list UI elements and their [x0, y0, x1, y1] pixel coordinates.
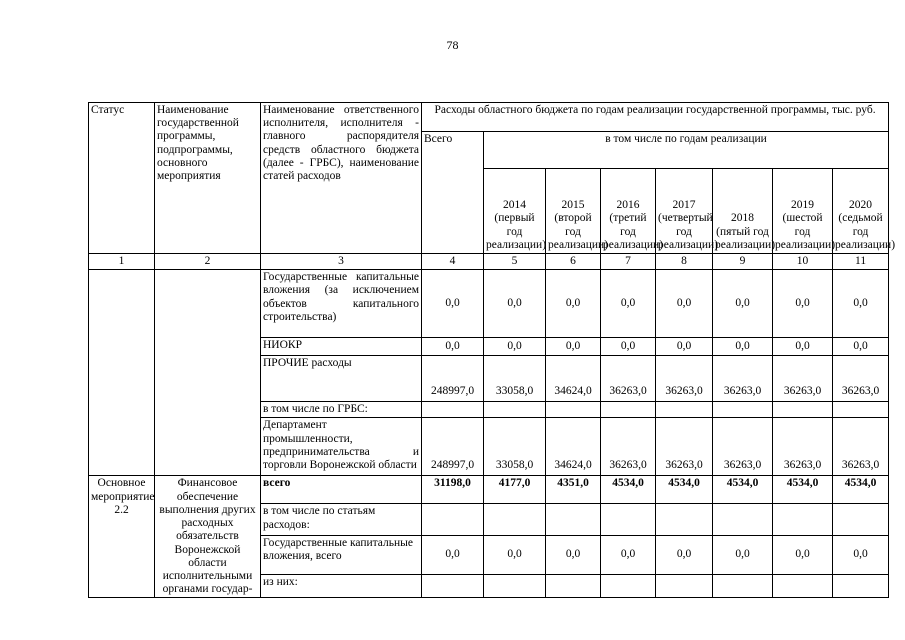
column-number: 5 — [484, 254, 546, 270]
value-2016: 0,0 — [601, 270, 656, 338]
header-row-1 — [89, 103, 889, 132]
value-total: 248997,0 — [422, 356, 484, 402]
value-2015: 34624,0 — [546, 418, 601, 476]
column-number: 11 — [833, 254, 889, 270]
row-label: Государственные капитальные вложения (за исключением объектов капитального строительства) — [261, 270, 422, 338]
row-label: всего — [261, 476, 422, 504]
value-2016: 36263,0 — [601, 418, 656, 476]
value-2020: 36263,0 — [833, 356, 889, 402]
header-expenses-title: Расходы областного бюджета по годам реализации государственной программы, тыс. руб. — [422, 103, 889, 132]
value-2016: 0,0 — [601, 536, 656, 575]
section2-status: Основное мероприятие 2.2 — [89, 476, 155, 598]
value-2017: 4534,0 — [656, 476, 713, 504]
page-number: 78 — [446, 38, 459, 52]
row-label: в том числе по ГРБС: — [261, 402, 422, 418]
header-year-2017: 2017 (четвертый год реализации) — [656, 169, 713, 254]
value-2020: 4534,0 — [833, 476, 889, 504]
row-label: Государственные капитальные вложения, всего — [261, 536, 422, 575]
value-2017: 0,0 — [656, 338, 713, 356]
value-2017: 0,0 — [656, 270, 713, 338]
budget-table — [88, 102, 896, 598]
header-program-name: Наименование государственной программы, подпрограммы, основного мероприятия — [155, 103, 261, 254]
row-label: НИОКР — [261, 338, 422, 356]
column-number-row — [89, 254, 889, 270]
column-number: 3 — [261, 254, 422, 270]
value-2019: 0,0 — [773, 536, 833, 575]
column-number: 1 — [89, 254, 155, 270]
row-label: Департамент промышленности, предпринимательства и торговли Воронежской области — [261, 418, 422, 476]
value-2014: 33058,0 — [484, 418, 546, 476]
header-year-2015: 2015 (второй год реализации) — [546, 169, 601, 254]
value-2015: 34624,0 — [546, 356, 601, 402]
header-year-2018: 2018 (пятый год реализации) — [713, 169, 773, 254]
value-2015: 0,0 — [546, 338, 601, 356]
column-number: 4 — [422, 254, 484, 270]
value-2016: 36263,0 — [601, 356, 656, 402]
header-by-years: в том числе по годам реализации — [484, 132, 889, 169]
status-cell-empty — [89, 270, 155, 476]
section2-name: Финансовое обеспечение выполнения других расходных обязательств Воронежской области исполнительными органами государ- — [155, 476, 261, 598]
value-2019: 0,0 — [773, 270, 833, 338]
value-total: 31198,0 — [422, 476, 484, 504]
row-label: из них: — [261, 574, 422, 598]
value-2019: 36263,0 — [773, 418, 833, 476]
value-2018: 0,0 — [713, 338, 773, 356]
table-row — [89, 270, 889, 338]
column-number: 7 — [601, 254, 656, 270]
value-total: 0,0 — [422, 338, 484, 356]
value-2016: 0,0 — [601, 338, 656, 356]
header-executor: Наименование ответственного исполнителя, исполнителя - главного распорядителя средств областного бюджета (далее - ГРБС), наименование статей расходов — [261, 103, 422, 254]
value-2016: 4534,0 — [601, 476, 656, 504]
value-2014: 0,0 — [484, 338, 546, 356]
row-label: ПРОЧИЕ расходы — [261, 356, 422, 402]
value-2015: 0,0 — [546, 536, 601, 575]
column-number: 9 — [713, 254, 773, 270]
value-2018: 4534,0 — [713, 476, 773, 504]
value-2018: 36263,0 — [713, 356, 773, 402]
value-2014: 4177,0 — [484, 476, 546, 504]
header-year-2016: 2016 (третий год реализации) — [601, 169, 656, 254]
value-2019: 36263,0 — [773, 356, 833, 402]
value-2014: 33058,0 — [484, 356, 546, 402]
value-total: 0,0 — [422, 270, 484, 338]
value-2019: 4534,0 — [773, 476, 833, 504]
value-2017: 36263,0 — [656, 418, 713, 476]
column-number: 2 — [155, 254, 261, 270]
value-total: 248997,0 — [422, 418, 484, 476]
value-2020: 0,0 — [833, 338, 889, 356]
header-total: Всего — [422, 132, 484, 254]
value-2017: 36263,0 — [656, 356, 713, 402]
value-2014: 0,0 — [484, 270, 546, 338]
header-year-2020: 2020 (седьмой год реализации) — [833, 169, 889, 254]
value-2019: 0,0 — [773, 338, 833, 356]
value-2018: 0,0 — [713, 536, 773, 575]
value-2020: 36263,0 — [833, 418, 889, 476]
value-2018: 36263,0 — [713, 418, 773, 476]
header-year-2014: 2014 (первый год реализации) — [484, 169, 546, 254]
value-2020: 0,0 — [833, 270, 889, 338]
column-number: 10 — [773, 254, 833, 270]
value-2015: 0,0 — [546, 270, 601, 338]
table-row — [89, 476, 889, 504]
header-year-2019: 2019 (шестой год реализации) — [773, 169, 833, 254]
program-cell-empty — [155, 270, 261, 476]
value-total: 0,0 — [422, 536, 484, 575]
row-label: в том числе по статьям расходов: — [261, 504, 422, 536]
column-number: 6 — [546, 254, 601, 270]
value-2014: 0,0 — [484, 536, 546, 575]
value-2020: 0,0 — [833, 536, 889, 575]
value-2017: 0,0 — [656, 536, 713, 575]
value-2018: 0,0 — [713, 270, 773, 338]
value-2015: 4351,0 — [546, 476, 601, 504]
header-status: Статус — [89, 103, 155, 254]
column-number: 8 — [656, 254, 713, 270]
